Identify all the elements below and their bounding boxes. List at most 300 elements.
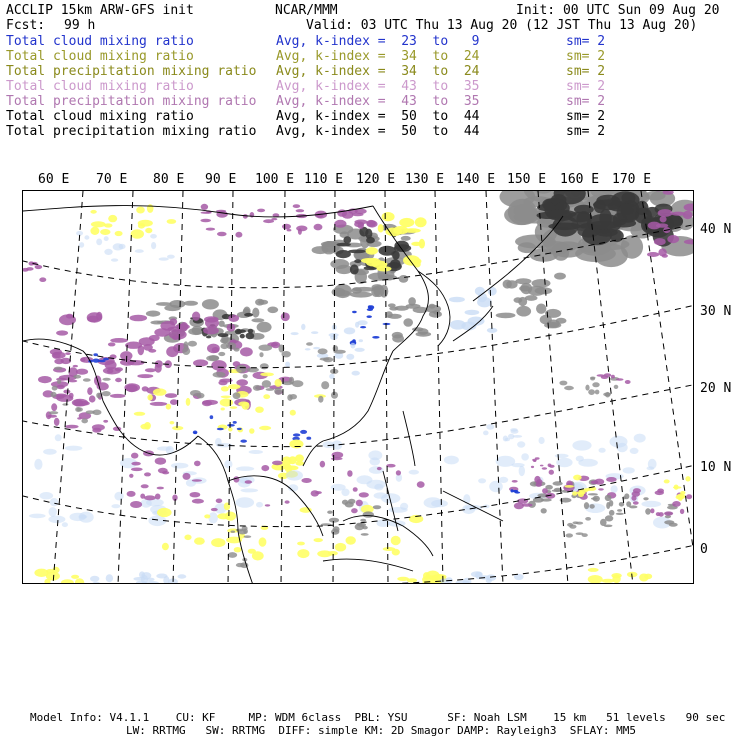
cloud-field-cell — [54, 418, 60, 426]
cloud-field-cell — [559, 381, 567, 386]
cloud-field-cell — [98, 360, 106, 363]
cloud-field-cell — [216, 499, 223, 504]
cloud-field-cell — [604, 525, 613, 528]
coastline — [323, 559, 413, 571]
cloud-field-cell — [399, 218, 414, 227]
cloud-field-cell — [336, 250, 351, 258]
legend-k-index: Avg, k-index = 43 to 35 — [276, 94, 480, 109]
cloud-field-cell — [553, 481, 563, 485]
cloud-field-cell — [210, 415, 214, 419]
cloud-field-cell — [211, 508, 218, 511]
cloud-field-cell — [146, 578, 154, 582]
cloud-field-cell — [289, 456, 297, 464]
cloud-field-cell — [172, 335, 179, 340]
cloud-field-cell — [401, 236, 411, 241]
cloud-field-cell — [194, 537, 205, 544]
latitude-label: 0 — [700, 542, 708, 557]
cloud-field-cell — [221, 408, 225, 411]
cloud-field-cell — [201, 212, 212, 214]
cloud-field-cell — [170, 399, 178, 405]
legend-k-index: Avg, k-index = 23 to 9 — [276, 34, 480, 49]
cloud-field-cell — [68, 380, 77, 383]
cloud-field-cell — [184, 535, 191, 541]
cloud-field-cell — [54, 367, 63, 370]
cloud-field-cell — [414, 259, 422, 264]
map-canvas — [23, 191, 694, 584]
cloud-field-cell — [172, 426, 183, 430]
legend-smoothing: sm= 2 — [566, 64, 606, 79]
cloud-field-cell — [610, 436, 628, 448]
cloud-field-cell — [136, 207, 145, 214]
cloud-field-cell — [598, 488, 604, 490]
cloud-field-cell — [359, 339, 363, 342]
cloud-field-cell — [350, 292, 373, 298]
cloud-field-cell — [418, 328, 429, 335]
cloud-field-cell — [130, 501, 142, 508]
cloud-field-cell — [243, 374, 248, 378]
cloud-field-cell — [282, 224, 291, 230]
cloud-field-cell — [224, 460, 232, 468]
cloud-field-cell — [50, 392, 56, 398]
cloud-field-cell — [108, 342, 116, 346]
cloud-field-cell — [246, 333, 255, 340]
cloud-field-cell — [617, 203, 640, 223]
cloud-field-cell — [511, 429, 519, 434]
cloud-field-cell — [183, 473, 191, 480]
cloud-field-cell — [131, 229, 144, 238]
cloud-field-cell — [160, 321, 175, 331]
cloud-field-cell — [240, 334, 245, 339]
cloud-field-cell — [383, 547, 396, 551]
cloud-field-cell — [388, 303, 396, 307]
cloud-field-cell — [233, 392, 241, 399]
cloud-field-cell — [257, 209, 265, 213]
cloud-field-cell — [65, 352, 71, 355]
cloud-field-cell — [327, 511, 332, 514]
cloud-field-cell — [662, 254, 668, 258]
legend-row — [6, 49, 736, 64]
cloud-field-cell — [508, 199, 537, 225]
cloud-field-cell — [597, 374, 605, 377]
cloud-field-cell — [236, 497, 255, 508]
cloud-field-cell — [243, 214, 248, 219]
cloud-field-cell — [133, 577, 146, 581]
cloud-field-cell — [300, 430, 307, 434]
cloud-field-cell — [348, 250, 366, 254]
cloud-field-cell — [61, 579, 74, 584]
cloud-field-cell — [389, 507, 408, 513]
cloud-field-cell — [617, 509, 622, 512]
cloud-field-cell — [192, 326, 203, 335]
legend-row — [6, 94, 736, 109]
cloud-field-cell — [660, 216, 667, 223]
cloud-field-cell — [611, 375, 615, 379]
cloud-field-cell — [380, 285, 389, 298]
cloud-field-cell — [511, 463, 524, 467]
cloud-field-cell — [357, 475, 373, 484]
cloud-field-cell — [409, 470, 419, 475]
cloud-field-cell — [47, 415, 57, 418]
cloud-field-cell — [306, 437, 311, 440]
cloud-field-cell — [566, 533, 573, 537]
cloud-field-cell — [244, 313, 253, 317]
cloud-field-cell — [46, 569, 54, 573]
cloud-field-cell — [217, 232, 227, 237]
cloud-field-cell — [61, 358, 72, 364]
cloud-field-cell — [296, 209, 305, 212]
cloud-field-cell — [104, 249, 112, 255]
legend-smoothing: sm= 2 — [566, 79, 606, 94]
cloud-field-cell — [56, 330, 68, 335]
cloud-field-cell — [203, 327, 219, 335]
cloud-field-cell — [263, 219, 274, 223]
cloud-field-cell — [508, 434, 514, 440]
cloud-field-cell — [272, 461, 283, 466]
cloud-field-cell — [73, 399, 83, 406]
cloud-field-cell — [664, 520, 674, 524]
longitude-label: 70 E — [96, 172, 128, 187]
cloud-field-cell — [643, 497, 648, 500]
cloud-field-cell — [335, 290, 350, 296]
cloud-field-cell — [248, 329, 254, 334]
cloud-field-cell — [486, 424, 494, 430]
cloud-field-cell — [378, 224, 384, 232]
cloud-field-cell — [333, 350, 345, 354]
cloud-field-cell — [124, 383, 140, 392]
cloud-field-cell — [286, 466, 298, 471]
cloud-field-cell — [306, 342, 313, 346]
cloud-field-cell — [233, 476, 239, 482]
cloud-field-cell — [521, 453, 529, 460]
cloud-field-cell — [408, 297, 416, 306]
cloud-field-cell — [290, 410, 296, 416]
cloud-field-cell — [678, 497, 682, 501]
cloud-field-cell — [623, 467, 635, 473]
cloud-field-cell — [350, 264, 359, 274]
cloud-field-cell — [546, 210, 576, 218]
cloud-field-cell — [211, 538, 225, 547]
legend-row — [6, 79, 736, 94]
cloud-field-cell — [567, 523, 573, 527]
cloud-field-cell — [367, 315, 372, 318]
cloud-field-cell — [648, 222, 661, 230]
cloud-field-cell — [352, 311, 357, 313]
cloud-field-cell — [155, 494, 161, 500]
cloud-field-cell — [685, 476, 690, 481]
cloud-field-cell — [193, 359, 208, 366]
legend-k-index: Avg, k-index = 34 to 24 — [276, 64, 480, 79]
cloud-field-cell — [515, 278, 531, 284]
cloud-field-cell — [236, 365, 247, 373]
cloud-field-cell — [144, 472, 151, 476]
cloud-field-cell — [62, 522, 68, 527]
cloud-field-cell — [155, 360, 163, 367]
init-time: Init: 00 UTC Sun 09 Aug 20 — [516, 3, 720, 18]
cloud-field-cell — [321, 381, 329, 389]
cloud-field-cell — [293, 204, 300, 208]
cloud-field-cell — [576, 532, 584, 535]
cloud-field-cell — [146, 311, 160, 317]
cloud-field-cell — [180, 322, 188, 331]
legend-row — [6, 124, 736, 139]
cloud-field-cell — [535, 457, 540, 459]
cloud-field-cell — [167, 255, 175, 259]
cloud-field-cell — [134, 412, 146, 416]
legend-k-index: Avg, k-index = 50 to 44 — [276, 109, 480, 124]
cloud-field-cell — [249, 428, 254, 434]
cloud-field-cell — [334, 220, 346, 228]
cloud-field-cell — [79, 515, 88, 519]
cloud-field-cell — [444, 456, 459, 465]
cloud-field-cell — [348, 499, 356, 504]
cloud-field-cell — [212, 347, 220, 353]
longitude-label: 130 E — [405, 172, 445, 187]
cloud-field-cell — [584, 502, 589, 509]
cloud-field-cell — [331, 484, 346, 491]
cloud-field-cell — [540, 465, 544, 467]
cloud-field-cell — [286, 470, 303, 480]
cloud-field-cell — [594, 479, 604, 485]
cloud-field-cell — [369, 305, 375, 309]
cloud-field-cell — [125, 342, 142, 349]
cloud-field-cell — [202, 299, 219, 309]
cloud-field-cell — [260, 373, 274, 377]
cloud-field-cell — [658, 209, 673, 217]
cloud-field-cell — [352, 213, 364, 217]
cloud-field-cell — [259, 537, 267, 546]
cloud-field-cell — [34, 569, 48, 577]
cloud-field-cell — [549, 470, 554, 475]
cloud-field-cell — [115, 378, 122, 382]
cloud-field-cell — [431, 500, 448, 508]
cloud-field-cell — [335, 543, 346, 552]
cloud-field-cell — [585, 517, 591, 521]
cloud-field-cell — [236, 466, 254, 471]
cloud-field-cell — [71, 575, 79, 579]
cloud-field-cell — [250, 212, 255, 218]
cloud-field-cell — [255, 299, 264, 306]
cloud-field-cell — [518, 242, 536, 253]
legend-field-name: Total cloud mixing ratio — [6, 49, 194, 64]
cloud-field-cell — [262, 380, 271, 388]
cloud-field-cell — [605, 392, 610, 398]
cloud-field-cell — [644, 574, 652, 580]
cloud-field-cell — [77, 417, 82, 419]
cloud-field-cell — [605, 495, 612, 501]
cloud-field-cell — [162, 543, 169, 550]
cloud-field-cell — [145, 368, 156, 372]
cloud-field-cell — [369, 250, 376, 254]
cloud-field-cell — [100, 229, 110, 235]
model-info-line2: LW: RRTMG SW: RRTMG DIFF: simple KM: 2D Smagor DAMP: Rayleigh3 SFLAY: MM5 — [126, 724, 636, 737]
cloud-field-cell — [104, 236, 109, 241]
cloud-field-cell — [236, 563, 245, 567]
cloud-field-cell — [542, 488, 548, 494]
legend-field-name: Total precipitation mixing ratio — [6, 64, 257, 79]
cloud-field-cell — [363, 511, 374, 517]
cloud-field-cell — [368, 450, 382, 460]
cloud-field-cell — [549, 465, 555, 468]
cloud-field-cell — [228, 384, 240, 389]
cloud-field-cell — [166, 404, 171, 410]
cloud-field-cell — [190, 390, 201, 396]
cloud-field-cell — [475, 287, 485, 296]
cloud-field-cell — [293, 433, 300, 436]
cloud-field-cell — [532, 279, 551, 288]
cloud-field-cell — [167, 219, 177, 224]
legend-field-name: Total cloud mixing ratio — [6, 34, 194, 49]
cloud-field-cell — [503, 436, 508, 442]
cloud-field-cell — [50, 498, 59, 506]
cloud-field-cell — [355, 322, 359, 328]
cloud-field-cell — [403, 318, 413, 327]
cloud-field-cell — [296, 226, 307, 232]
cloud-field-cell — [35, 265, 43, 269]
cloud-field-cell — [148, 349, 156, 353]
coastline — [303, 351, 393, 466]
cloud-field-cell — [252, 308, 259, 318]
cloud-field-cell — [450, 320, 466, 330]
cloud-field-cell — [158, 468, 168, 474]
cloud-field-cell — [578, 459, 598, 467]
coastline — [403, 411, 415, 466]
cloud-field-cell — [298, 228, 302, 234]
cloud-field-cell — [62, 403, 68, 406]
cloud-field-cell — [228, 315, 239, 322]
longitude-line — [435, 191, 443, 584]
cloud-field-cell — [208, 512, 218, 523]
cloud-field-cell — [320, 461, 325, 468]
cloud-field-cell — [369, 466, 384, 474]
legend-field-name: Total cloud mixing ratio — [6, 109, 194, 124]
cloud-field-cell — [287, 229, 292, 231]
cloud-field-cell — [650, 508, 654, 513]
cloud-field-cell — [318, 396, 323, 403]
legend-k-index: Avg, k-index = 34 to 24 — [276, 49, 480, 64]
cloud-field-cell — [564, 485, 574, 488]
legend-smoothing: sm= 2 — [566, 124, 606, 139]
longitude-line — [173, 191, 183, 584]
cloud-field-cell — [73, 375, 81, 379]
cloud-field-cell — [90, 210, 96, 214]
legend-row — [6, 64, 736, 79]
cloud-field-cell — [360, 519, 366, 522]
cloud-field-cell — [156, 302, 172, 306]
cloud-field-cell — [155, 458, 166, 465]
cloud-field-cell — [614, 385, 619, 389]
cloud-field-cell — [260, 363, 269, 369]
cloud-field-cell — [255, 407, 264, 413]
center-label: NCAR/MMM — [275, 3, 338, 18]
cloud-field-cell — [57, 379, 61, 384]
cloud-field-cell — [237, 428, 242, 430]
cloud-field-cell — [588, 575, 603, 584]
cloud-field-cell — [147, 394, 152, 400]
cloud-field-cell — [658, 512, 663, 517]
cloud-field-cell — [396, 470, 401, 475]
legend-row — [6, 34, 736, 49]
cloud-field-cell — [240, 347, 253, 356]
cloud-field-cell — [90, 227, 99, 235]
cloud-field-cell — [343, 236, 351, 243]
cloud-field-cell — [539, 437, 545, 444]
cloud-field-cell — [83, 378, 91, 382]
cloud-field-cell — [159, 257, 169, 260]
longitude-label: 100 E — [255, 172, 295, 187]
cloud-field-cell — [93, 353, 98, 356]
cloud-field-cell — [151, 242, 156, 249]
longitude-label: 80 E — [153, 172, 185, 187]
cloud-field-cell — [243, 529, 248, 534]
cloud-field-cell — [55, 434, 62, 441]
cloud-field-cell — [394, 244, 411, 252]
cloud-field-cell — [182, 347, 190, 355]
cloud-field-cell — [69, 393, 74, 399]
cloud-field-cell — [392, 251, 400, 260]
legend-smoothing: sm= 2 — [566, 94, 606, 109]
cloud-field-cell — [585, 385, 589, 391]
cloud-field-cell — [192, 499, 204, 504]
cloud-field-cell — [234, 547, 242, 552]
cloud-field-cell — [311, 331, 318, 334]
cloud-field-cell — [633, 501, 639, 504]
cloud-field-cell — [610, 230, 624, 242]
cloud-field-cell — [594, 244, 628, 268]
cloud-field-cell — [91, 221, 106, 227]
longitude-label: 60 E — [38, 172, 70, 187]
cloud-field-cell — [377, 467, 382, 470]
cloud-field-cell — [331, 529, 339, 535]
cloud-field-cell — [227, 424, 235, 427]
cloud-field-cell — [119, 244, 126, 249]
cloud-field-cell — [347, 470, 352, 477]
cloud-field-cell — [285, 500, 290, 503]
cloud-field-cell — [63, 390, 70, 394]
cloud-field-cell — [514, 297, 523, 303]
cloud-field-cell — [50, 349, 62, 355]
legend-smoothing: sm= 2 — [566, 109, 606, 124]
cloud-field-cell — [141, 484, 149, 488]
cloud-field-cell — [220, 398, 233, 406]
cloud-field-cell — [129, 474, 133, 478]
cloud-field-cell — [372, 261, 388, 269]
cloud-field-cell — [144, 495, 156, 500]
cloud-field-cell — [261, 465, 269, 471]
legend-k-index: Avg, k-index = 43 to 35 — [276, 79, 480, 94]
cloud-field-cell — [362, 526, 368, 530]
cloud-field-cell — [386, 464, 395, 468]
cloud-field-cell — [354, 259, 361, 263]
cloud-field-cell — [664, 479, 670, 483]
cloud-field-cell — [429, 304, 436, 309]
cloud-field-cell — [358, 222, 364, 229]
cloud-field-cell — [625, 380, 631, 384]
cloud-field-cell — [56, 385, 64, 389]
cloud-field-cell — [131, 453, 138, 459]
cloud-field-cell — [106, 574, 113, 582]
cloud-field-cell — [186, 398, 191, 406]
cloud-field-cell — [374, 492, 387, 498]
cloud-field-cell — [249, 450, 263, 454]
cloud-field-cell — [274, 388, 282, 395]
cloud-field-cell — [536, 304, 546, 314]
cloud-field-cell — [297, 549, 309, 558]
cloud-field-cell — [674, 485, 679, 490]
cloud-field-cell — [360, 326, 366, 328]
cloud-field-cell — [257, 322, 272, 333]
cloud-field-cell — [516, 306, 531, 317]
cloud-field-cell — [573, 475, 582, 481]
